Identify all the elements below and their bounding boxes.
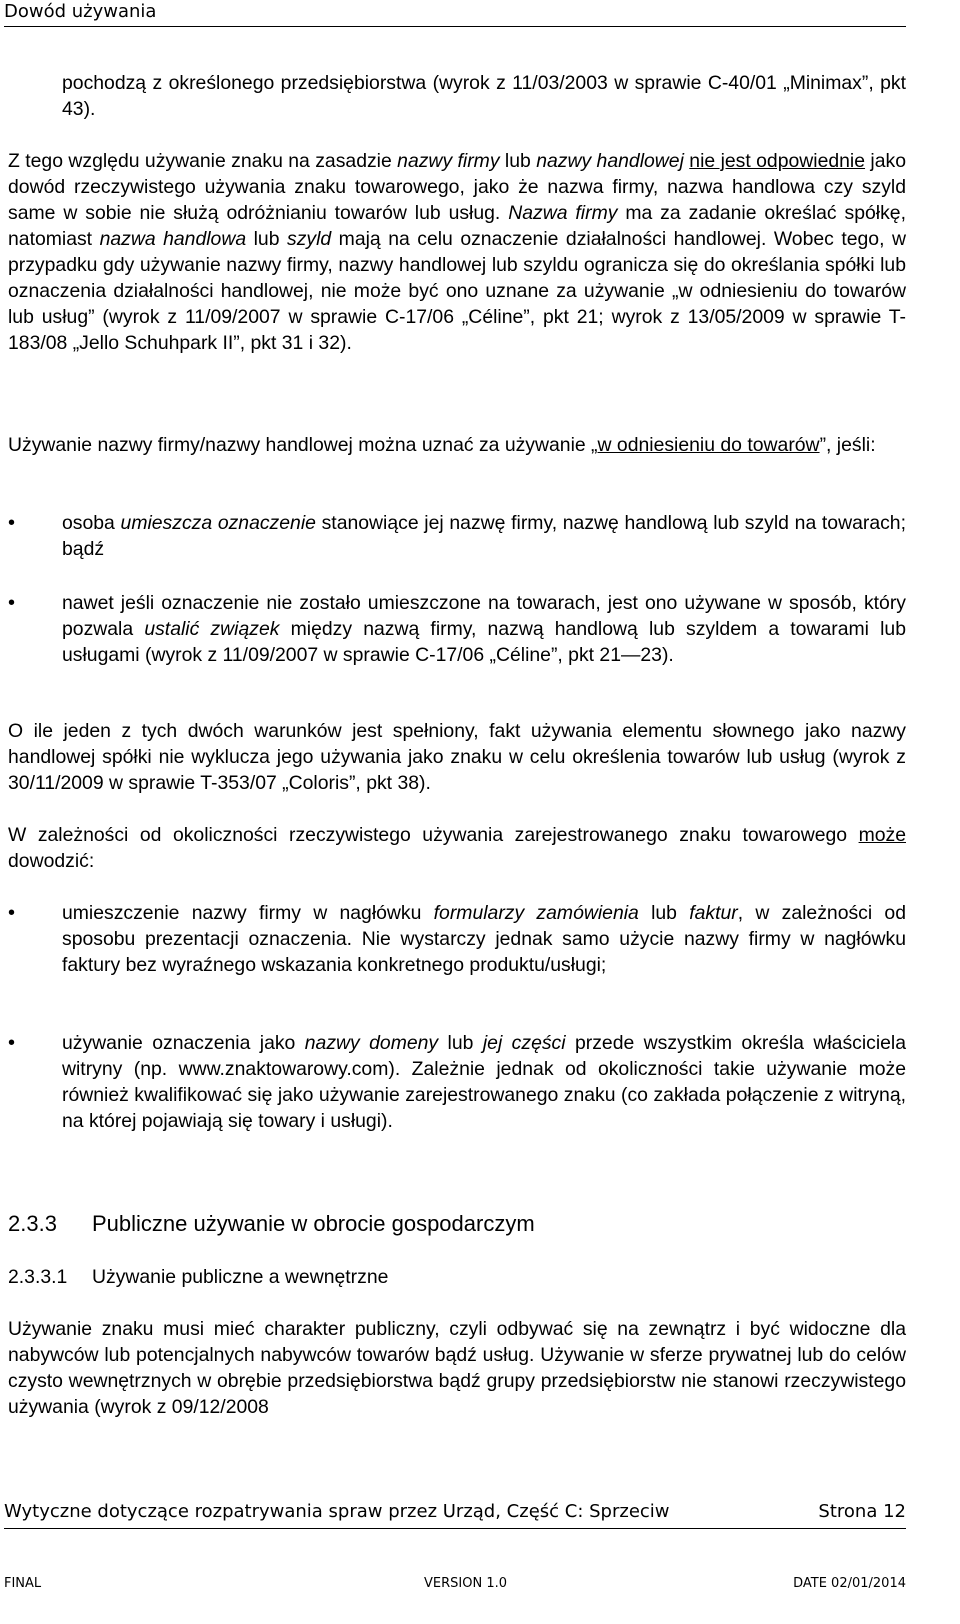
bullet-text: umieszczenie nazwy firmy w nagłówku formularzy zamówienia lub faktur, w zależności od sposobu prezentacji oznaczenia. Nie wystarczy jednak samo użycie nazwy firmy w nagłówku faktury bez wyraźnego wskazania konkretnego produktu/usługi; <box>62 902 907 976</box>
bullet-icon: • <box>8 592 16 614</box>
bullet-text: używanie oznaczenia jako nazwy domeny lub jej części przede wszystkim określa właściciela witryny (np. www.znaktowarowy.com). Zależnie jednak od okoliczności takie używanie może również kwalifikować się jako używanie zarejestrowanego znaku (co zakłada połączenie z witryną, na której pojawiają się towary i usługi). <box>62 1032 907 1132</box>
paragraph-trade-name: Z tego względu używanie znaku na zasadzie nazwy firmy lub nazwy handlowej nie jest odpowiednie jako dowód rzeczywistego używania znaku towarowego, jako że nazwa firmy, nazwa handlowa czy szyld same w sobie nie służą odróżnianiu towarów lub usług. Nazwa firmy ma za zadanie określać spółkę, natomiast nazwa handlowa lub szyld mają na celu oznaczenie działalności handlowej. Wobec tego, w przypadku gdy używanie nazwy firmy, nazwy handlowej lub szyldu ogranicza się do określania spółki lub oznaczenia działalności handlowej, nie może być ono uznane za używanie „w odniesieniu do towarów lub usług” (wyrok z 11/09/2007 w sprawie C-17/06 „Céline”, pkt 21; wyrok z 13/05/2009 w sprawie T-183/08 „Jello Schuhpark II”, pkt 31 i 32). <box>8 150 906 354</box>
version-footer <box>4 1574 906 1594</box>
footer-title: Wytyczne dotyczące rozpatrywania spraw przez Urząd, Część C: Sprzeciw <box>4 1501 670 1522</box>
bullet-item <box>8 1030 906 1134</box>
section-title: Publiczne używanie w obrocie gospodarczym <box>92 1211 535 1236</box>
paragraph-public-use: Używanie znaku musi mieć charakter publiczny, czyli odbywać się na zewnątrz i być widoczne dla nabywców lub potencjalnych nabywców towarów bądź usług. Używanie w sferze prywatnej lub do celów czysto wewnętrznych w obrębie przedsiębiorstwa bądź grupy przedsiębiorstw nie stanowi rzeczywistego używania (wyrok z 09/12/2008 <box>8 1318 906 1418</box>
bullet-item <box>8 510 906 562</box>
paragraph-continuation: pochodzą z określonego przedsiębiorstwa (wyrok z 11/03/2003 w sprawie C-40/01 „Minimax”, pkt 43). <box>62 72 906 120</box>
bullet-text: nawet jeśli oznaczenie nie zostało umieszczone na towarach, jest ono używane w sposób, który pozwala ustalić związek między nazwą firmy, nazwą handlową lub szyldem a towarami lub usługami (wyrok z 11/09/2007 w sprawie C-17/06 „Céline”, pkt 21—23). <box>62 592 906 666</box>
bullet-item <box>8 590 906 668</box>
section-number: 2.3.3 <box>8 1211 57 1236</box>
page-footer <box>4 1498 906 1529</box>
paragraph-may-prove: W zależności od okoliczności rzeczywistego używania zarejestrowanego znaku towarowego może dowodzić: <box>8 824 906 872</box>
footer-status: FINAL <box>4 1576 42 1591</box>
section-heading <box>8 1210 535 1238</box>
bullet-icon: • <box>8 902 16 924</box>
subsection-number: 2.3.3.1 <box>8 1266 68 1288</box>
page-number: Strona 12 <box>818 1501 906 1522</box>
subsection-title: Używanie publiczne a wewnętrzne <box>92 1266 389 1288</box>
paragraph-use-conditions: Używanie nazwy firmy/nazwy handlowej można uznać za używanie „w odniesieniu do towarów”, jeśli: <box>8 434 876 456</box>
footer-date: DATE 02/01/2014 <box>793 1576 906 1591</box>
bullet-icon: • <box>8 512 16 534</box>
paragraph-coloris: O ile jeden z tych dwóch warunków jest spełniony, fakt używania elementu słownego jako nazwy handlowej spółki nie wyklucza jego używania jako znaku w celu określenia towarów lub usług (wyrok z 30/11/2009 w sprawie T-353/07 „Coloris”, pkt 38). <box>8 720 906 794</box>
bullet-item <box>8 900 906 978</box>
bullet-text: osoba umieszcza oznaczenie stanowiące jej nazwę firmy, nazwę handlową lub szyld na towarach; bądź <box>62 512 906 560</box>
running-header: Dowód używania <box>4 0 906 27</box>
bullet-icon: • <box>8 1032 16 1054</box>
subsection-heading <box>8 1264 388 1290</box>
footer-version: VERSION 1.0 <box>424 1576 507 1591</box>
